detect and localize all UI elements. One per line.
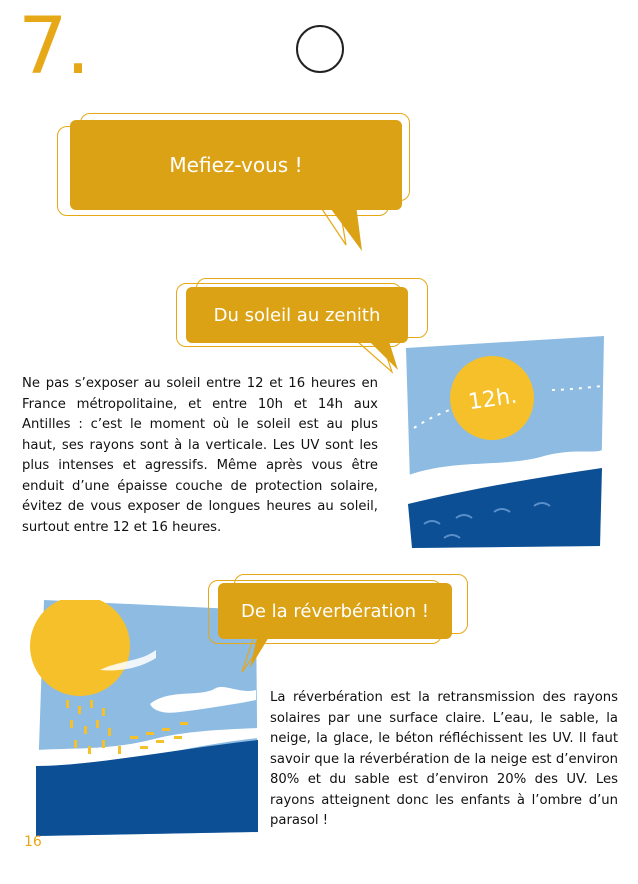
bubble-zenith-label: Du soleil au zenith bbox=[213, 304, 381, 326]
bubble-zenith-tail bbox=[356, 338, 416, 378]
sun-label: 12h. bbox=[466, 383, 519, 416]
page-number: 16 bbox=[24, 834, 42, 850]
bubble-main-tail bbox=[318, 205, 378, 255]
bubble-reverberation bbox=[218, 583, 452, 639]
bubble-zenith bbox=[186, 287, 408, 343]
bubble-main-label: Mefiez-vous ! bbox=[169, 153, 303, 177]
chapter-number: 7. bbox=[18, 2, 89, 92]
bubble-reverberation-tail bbox=[238, 632, 288, 682]
circle-marker bbox=[296, 25, 344, 73]
bubble-reverberation-label: De la réverbération ! bbox=[241, 600, 429, 622]
reverberation-paragraph: La réverbération est la retransmission des rayons solaires par une surface claire. L’eau, le sable, la neige, la glace, le béton réfléchissent les UV. Il faut savoir que la réverbération de la neige est d’environ 80% et du sable est d’environ 20% des UV. Les rayons atteignent donc les enfants à l’ombre d’un parasol ! bbox=[270, 690, 618, 828]
zenith-paragraph: Ne pas s’exposer au soleil entre 12 et 16 heures en France métropolitaine, et entre 10h et 14h aux Antilles : c’est le moment où le soleil est au plus haut, ses rayons sont à la verticale. Les UV sont les plus intenses et agressifs. Même après vous être enduit d’une épaisse couche de protection solaire, évitez de vous exposer de longues heures au soleil, surtout entre 12 et 16 heures. bbox=[22, 376, 378, 535]
bubble-main bbox=[70, 120, 402, 210]
zenith-illustration bbox=[384, 318, 604, 548]
